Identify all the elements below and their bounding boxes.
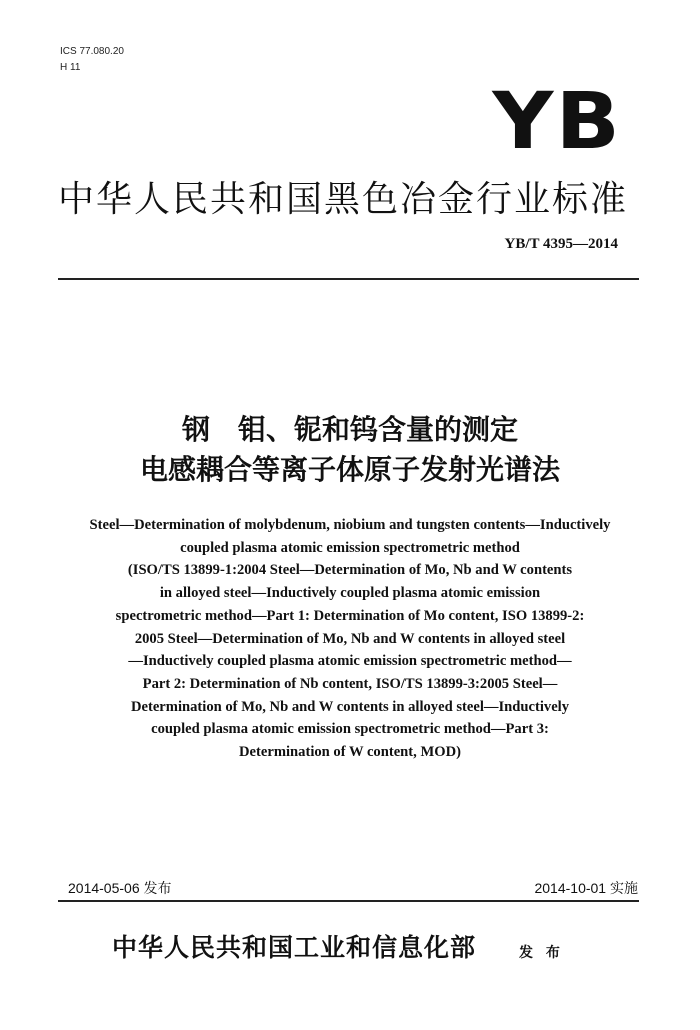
english-title-line: coupled plasma atomic emission spectrometric method — [180, 539, 520, 556]
standard-category-title: 中华人民共和国黑色冶金行业标准 — [58, 179, 629, 220]
english-title-line: Determination of Mo, Nb and W contents in alloyed steel—Inductively — [130, 698, 570, 715]
chinese-title — [0, 410, 700, 490]
ics-code: ICS 77.080.20 — [60, 46, 124, 57]
yb-logo: YB — [492, 77, 622, 167]
english-title-line: Steel—Determination of molybdenum, niobium and tungsten contents—Inductively — [89, 517, 611, 533]
classification-codes — [60, 44, 124, 76]
standard-number: YB/T 4395—2014 — [504, 236, 618, 252]
ccs-code: H 11 — [60, 62, 81, 73]
english-title-line: spectrometric method—Part 1: Determination of Mo content, ISO 13899-2: — [115, 607, 585, 624]
english-title-line: in alloyed steel—Inductively coupled plasma atomic emission — [159, 585, 541, 602]
chinese-title-line-2: 电感耦合等离子体原子发射光谱法 — [139, 453, 560, 486]
issue-date: 2014-05-06 发布 — [68, 880, 172, 896]
english-title-line: Part 2: Determination of Nb content, ISO/TS 13899-3:2005 Steel— — [142, 675, 558, 692]
chinese-title-line-1: 钢 钼、铌和钨含量的测定 — [181, 413, 518, 446]
publish-label: 发 布 — [519, 945, 564, 961]
effective-date: 2014-10-01 实施 — [534, 880, 638, 896]
english-title — [45, 514, 655, 764]
english-title-line: —Inductively coupled plasma atomic emission spectrometric method— — [128, 653, 572, 670]
english-title-line: 2005 Steel—Determination of Mo, Nb and W contents in alloyed steel — [134, 630, 566, 647]
english-title-line: coupled plasma atomic emission spectrometric method—Part 3: — [151, 721, 549, 738]
english-title-line: (ISO/TS 13899-1:2004 Steel—Determination of Mo, Nb and W contents — [127, 562, 573, 579]
bottom-divider — [58, 900, 639, 902]
english-title-line: Determination of W content, MOD) — [239, 744, 461, 761]
publisher-name: 中华人民共和国工业和信息化部 — [112, 933, 477, 962]
top-divider — [58, 278, 639, 280]
